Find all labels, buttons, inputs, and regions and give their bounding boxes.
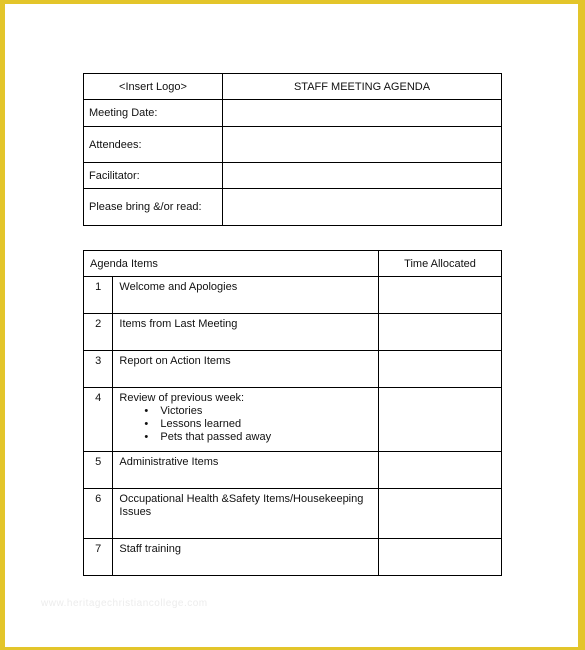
bullet-icon: •: [144, 418, 149, 430]
item-number: 1: [84, 277, 113, 314]
item-text: Report on Action Items: [113, 351, 379, 388]
time-cell[interactable]: [379, 277, 502, 314]
item-text-with-subitems: [113, 388, 379, 452]
agenda-row: [84, 277, 502, 314]
watermark: www.heritagechristiancollege.com: [41, 598, 208, 609]
sub-item-text: Pets that passed away: [160, 431, 272, 443]
time-cell[interactable]: [379, 539, 502, 576]
document-page: [5, 4, 578, 647]
meeting-info-table: [83, 73, 502, 226]
bring-read-label: Please bring &/or read:: [84, 189, 223, 226]
item-number: 3: [84, 351, 113, 388]
time-cell[interactable]: [379, 489, 502, 539]
time-cell[interactable]: [379, 351, 502, 388]
sub-item: [144, 431, 378, 444]
logo-placeholder: <Insert Logo>: [84, 74, 223, 100]
sub-item: [144, 418, 378, 431]
item-text: Items from Last Meeting: [113, 314, 379, 351]
attendees-label: Attendees:: [84, 127, 223, 163]
item-number: 2: [84, 314, 113, 351]
item-number: 5: [84, 452, 113, 489]
sub-item: [144, 405, 378, 418]
time-cell[interactable]: [379, 452, 502, 489]
item-text: Administrative Items: [113, 452, 379, 489]
attendees-value[interactable]: [223, 127, 502, 163]
facilitator-value[interactable]: [223, 163, 502, 189]
agenda-table: [83, 250, 502, 576]
bullet-icon: •: [144, 431, 149, 443]
time-allocated-header: Time Allocated: [379, 251, 502, 277]
facilitator-label: Facilitator:: [84, 163, 223, 189]
bullet-icon: •: [144, 405, 149, 417]
sub-item-text: Lessons learned: [160, 418, 242, 430]
time-cell[interactable]: [379, 388, 502, 452]
agenda-row: [84, 388, 502, 452]
time-cell[interactable]: [379, 314, 502, 351]
bring-read-row: [84, 189, 502, 226]
agenda-items-header: Agenda Items: [84, 251, 379, 277]
item-text: Occupational Health &Safety Items/Housekeeping Issues: [113, 489, 379, 539]
sub-item-list: [119, 405, 378, 444]
agenda-row: [84, 314, 502, 351]
agenda-row: [84, 539, 502, 576]
item-number: 4: [84, 388, 113, 452]
item-text: Welcome and Apologies: [113, 277, 379, 314]
facilitator-row: [84, 163, 502, 189]
agenda-row: [84, 452, 502, 489]
agenda-header-row: [84, 251, 502, 277]
item-number: 6: [84, 489, 113, 539]
meeting-date-value[interactable]: [223, 100, 502, 127]
agenda-row: [84, 489, 502, 539]
meeting-date-row: [84, 100, 502, 127]
agenda-title: STAFF MEETING AGENDA: [223, 74, 502, 100]
sub-item-text: Victories: [160, 405, 203, 417]
attendees-row: [84, 127, 502, 163]
item-text: Staff training: [113, 539, 379, 576]
item-text: Review of previous week:: [119, 392, 245, 404]
meeting-date-label: Meeting Date:: [84, 100, 223, 127]
item-number: 7: [84, 539, 113, 576]
header-row: [84, 74, 502, 100]
agenda-row: [84, 351, 502, 388]
bring-read-value[interactable]: [223, 189, 502, 226]
